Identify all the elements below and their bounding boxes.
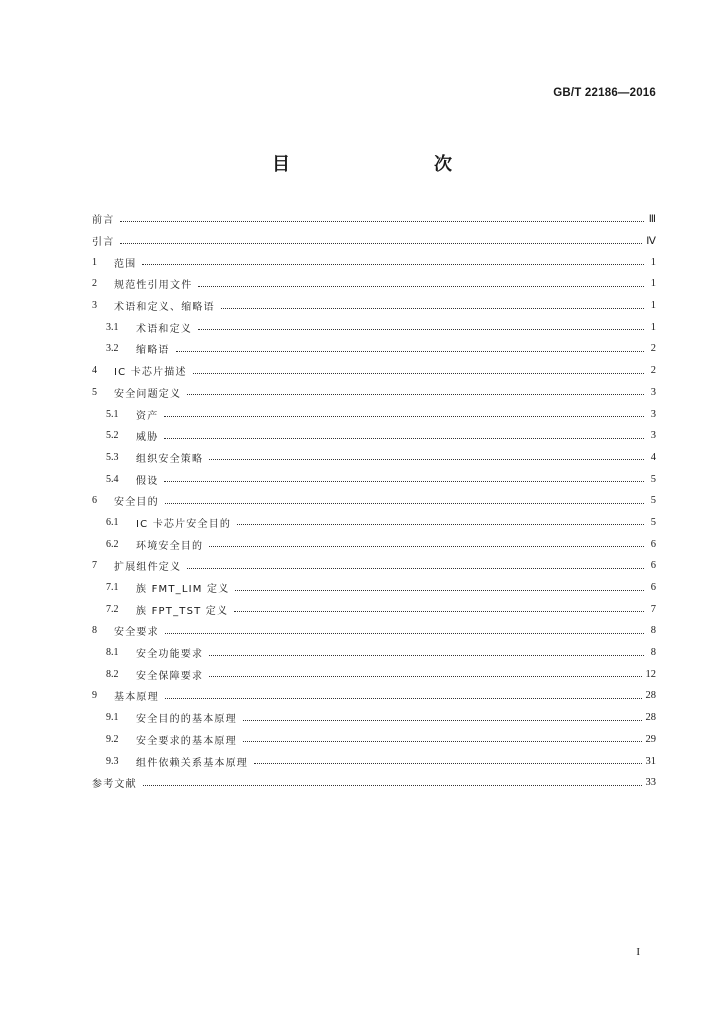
toc-entry[interactable]: [92, 273, 656, 295]
toc-entry-label: 威胁: [136, 432, 159, 444]
toc-entry-page: 6: [650, 582, 656, 594]
page-number: I: [636, 946, 640, 958]
toc-dot-leader: [193, 372, 644, 374]
toc-entry[interactable]: [92, 251, 656, 273]
toc-entry-page: 12: [645, 668, 656, 680]
standard-code: GB/T 22186—2016: [553, 87, 656, 99]
toc-entry-number: 6.1: [106, 516, 119, 528]
toc-dot-leader: [221, 307, 644, 309]
toc-dot-leader: [164, 415, 644, 417]
toc-entry-page: 3: [650, 430, 656, 442]
toc-entry-label: 安全保障要求: [136, 670, 204, 682]
toc-entry-label: 安全问题定义: [114, 388, 182, 400]
toc-dot-leader: [120, 242, 642, 244]
toc-entry[interactable]: [92, 425, 656, 447]
toc-entry[interactable]: [92, 338, 656, 360]
toc-entry-page: 33: [645, 777, 656, 789]
toc-entry-label: 基本原理: [114, 692, 159, 704]
toc-entry[interactable]: [92, 577, 656, 599]
toc-dot-leader: [142, 263, 644, 265]
toc-entry[interactable]: [92, 382, 656, 404]
toc-entry-page: 1: [650, 300, 656, 312]
toc-dot-leader: [243, 740, 642, 742]
toc-entry-label: 安全要求的基本原理: [136, 735, 237, 747]
toc-entry-page: 3: [650, 386, 656, 398]
toc-entry[interactable]: [92, 360, 656, 382]
toc-dot-leader: [254, 762, 642, 764]
toc-entry-number: 4: [92, 365, 97, 377]
toc-entry[interactable]: [92, 620, 656, 642]
toc-dot-leader: [234, 610, 644, 612]
toc-entry[interactable]: [92, 598, 656, 620]
toc-entry-page: 2: [650, 365, 656, 377]
toc-entry-number: 3: [92, 300, 97, 312]
toc-entry-page: 3: [650, 408, 656, 420]
toc-entry-label: IC 卡芯片描述: [114, 367, 187, 379]
toc-entry-page: 1: [650, 256, 656, 268]
toc-entry-label: 组件依赖关系基本原理: [136, 757, 248, 769]
toc-dot-leader: [243, 719, 642, 721]
toc-title: 目 次: [272, 154, 488, 175]
toc-entry[interactable]: [92, 642, 656, 664]
toc-entry-label: 安全要求: [114, 627, 159, 639]
toc-entry-label: 范围: [114, 258, 137, 270]
toc-entry[interactable]: [92, 663, 656, 685]
toc-entry-number: 5.1: [106, 408, 119, 420]
table-of-contents: [92, 208, 656, 794]
toc-entry-label: 族 FPT_TST 定义: [136, 605, 229, 617]
toc-entry-number: 9: [92, 690, 97, 702]
toc-entry-number: 1: [92, 256, 97, 268]
toc-entry-number: 3.2: [106, 343, 119, 355]
toc-entry-number: 9.2: [106, 733, 119, 745]
toc-entry-number: 9.3: [106, 755, 119, 767]
toc-entry-label: 组织安全策略: [136, 453, 204, 465]
toc-dot-leader: [187, 567, 644, 569]
toc-entry-label: 安全目的的基本原理: [136, 714, 237, 726]
toc-dot-leader: [209, 545, 644, 547]
toc-dot-leader: [165, 502, 644, 504]
toc-entry-number: 8.2: [106, 668, 119, 680]
toc-entry[interactable]: [92, 447, 656, 469]
toc-entry-page: 29: [645, 733, 656, 745]
toc-entry[interactable]: [92, 295, 656, 317]
toc-entry-number: 5: [92, 386, 97, 398]
toc-entry-number: 9.1: [106, 712, 119, 724]
toc-entry-label: 前言: [92, 215, 115, 227]
toc-entry-page: 5: [650, 473, 656, 485]
toc-entry-page: 4: [650, 451, 656, 463]
toc-entry[interactable]: [92, 707, 656, 729]
toc-entry-label: IC 卡芯片安全目的: [136, 518, 232, 530]
toc-entry-page: 1: [650, 321, 656, 333]
toc-entry-page: 5: [650, 516, 656, 528]
toc-dot-leader: [198, 328, 644, 330]
toc-entry[interactable]: [92, 403, 656, 425]
toc-entry-page: 5: [650, 495, 656, 507]
toc-entry-page: 6: [650, 560, 656, 572]
toc-dot-leader: [198, 285, 644, 287]
toc-entry-label: 族 FMT_LIM 定义: [136, 584, 230, 596]
toc-entry-page: 7: [650, 603, 656, 615]
toc-dot-leader: [176, 350, 644, 352]
toc-entry-page: 2: [650, 343, 656, 355]
toc-entry-page: 28: [645, 712, 656, 724]
toc-dot-leader: [209, 458, 644, 460]
toc-entry[interactable]: [92, 772, 656, 794]
toc-entry[interactable]: [92, 555, 656, 577]
toc-entry[interactable]: [92, 490, 656, 512]
toc-entry-label: 假设: [136, 475, 159, 487]
toc-entry[interactable]: [92, 512, 656, 534]
toc-entry[interactable]: [92, 208, 656, 230]
toc-entry-label: 参考文献: [92, 779, 137, 791]
toc-dot-leader: [165, 632, 644, 634]
toc-entry-number: 5.2: [106, 430, 119, 442]
toc-entry-page: 6: [650, 538, 656, 550]
toc-dot-leader: [209, 675, 641, 677]
toc-dot-leader: [164, 437, 644, 439]
toc-entry-number: 5.3: [106, 451, 119, 463]
toc-entry-page: 28: [645, 690, 656, 702]
toc-entry[interactable]: [92, 230, 656, 252]
toc-entry-number: 5.4: [106, 473, 119, 485]
toc-entry-number: 8.1: [106, 647, 119, 659]
toc-entry-page: 1: [650, 278, 656, 290]
toc-entry-label: 术语和定义、缩略语: [114, 302, 215, 314]
toc-dot-leader: [209, 654, 644, 656]
toc-dot-leader: [165, 697, 642, 699]
toc-entry-page: Ⅳ: [646, 235, 656, 247]
toc-entry-page: 8: [650, 625, 656, 637]
toc-entry-page: 31: [645, 755, 656, 767]
toc-entry-page: 8: [650, 647, 656, 659]
toc-entry-number: 7.1: [106, 582, 119, 594]
toc-entry[interactable]: [92, 750, 656, 772]
toc-entry-number: 8: [92, 625, 97, 637]
toc-entry-number: 2: [92, 278, 97, 290]
toc-entry[interactable]: [92, 316, 656, 338]
toc-dot-leader: [143, 784, 642, 786]
toc-entry[interactable]: [92, 468, 656, 490]
toc-entry-label: 资产: [136, 410, 159, 422]
toc-entry-number: 6: [92, 495, 97, 507]
toc-entry-label: 安全功能要求: [136, 649, 204, 661]
toc-dot-leader: [164, 480, 644, 482]
toc-dot-leader: [187, 393, 644, 395]
toc-entry-label: 引言: [92, 237, 115, 249]
toc-dot-leader: [237, 523, 644, 525]
toc-entry-number: 6.2: [106, 538, 119, 550]
toc-dot-leader: [120, 220, 644, 222]
toc-entry-label: 规范性引用文件: [114, 280, 193, 292]
toc-entry[interactable]: [92, 533, 656, 555]
toc-entry[interactable]: [92, 729, 656, 751]
toc-entry-label: 扩展组件定义: [114, 562, 182, 574]
toc-entry-number: 3.1: [106, 321, 119, 333]
toc-entry-label: 安全目的: [114, 497, 159, 509]
toc-entry-label: 环境安全目的: [136, 540, 204, 552]
toc-entry-page: Ⅲ: [648, 213, 656, 225]
toc-dot-leader: [235, 589, 644, 591]
toc-entry-label: 术语和定义: [136, 323, 192, 335]
toc-entry-number: 7: [92, 560, 97, 572]
toc-entry-label: 缩略语: [136, 345, 170, 357]
toc-entry-number: 7.2: [106, 603, 119, 615]
toc-entry[interactable]: [92, 685, 656, 707]
